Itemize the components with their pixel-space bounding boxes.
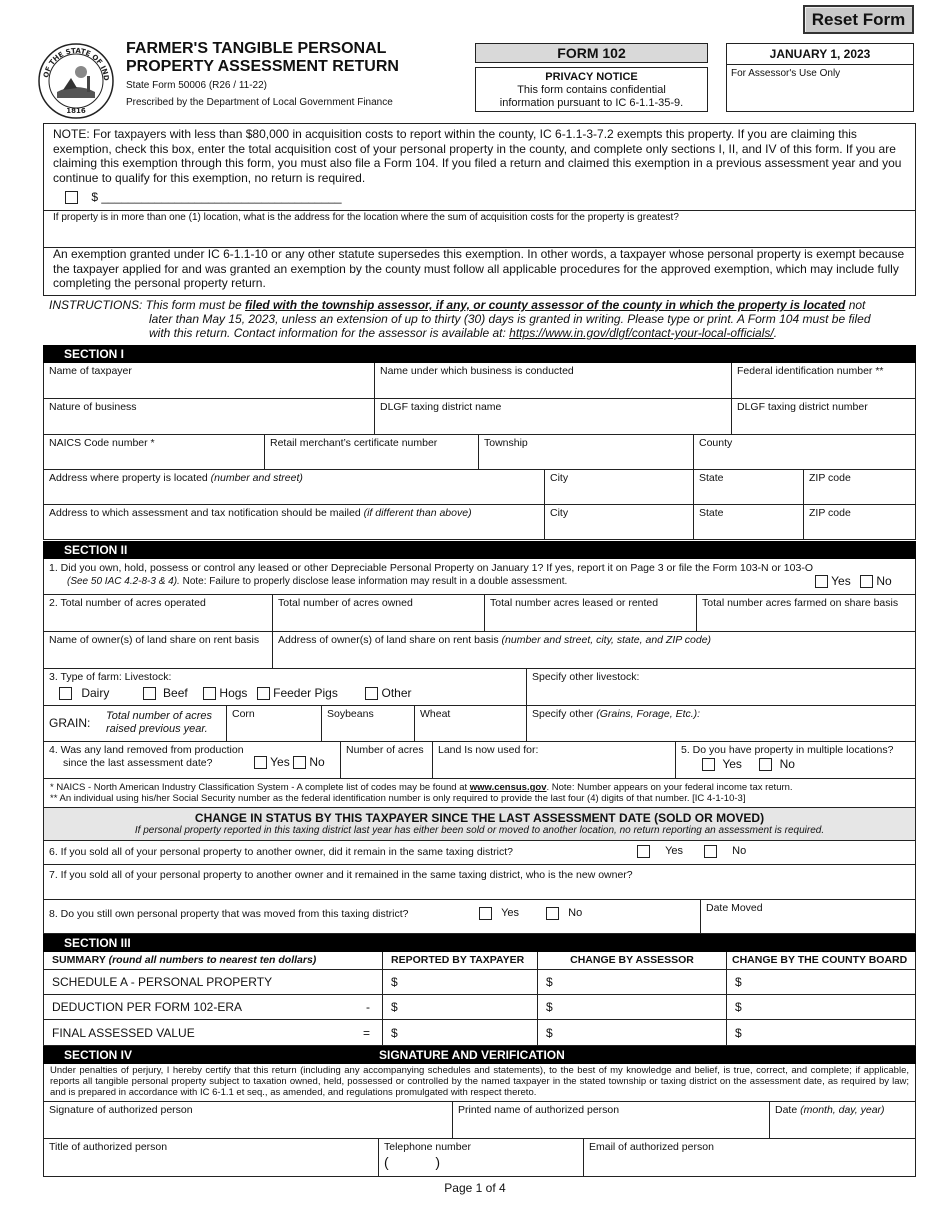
acres-removed-field[interactable]: Number of acres (341, 742, 433, 778)
row3-board-field[interactable]: $ (735, 1026, 742, 1040)
business-name-field[interactable]: Name under which business is conducted (375, 363, 732, 398)
grain-acres-note: Total number of acres raised previous year. (106, 710, 212, 735)
section-1-header: SECTION I (43, 345, 916, 363)
farm-type-row: 3. Type of farm: Livestock: Dairy Beef Hogs Feeder Pigs Other Specify other livestock: (43, 669, 916, 706)
dairy-checkbox[interactable] (59, 687, 72, 700)
other-livestock-checkbox[interactable] (365, 687, 378, 700)
q8-row: 8. Do you still own personal property that was moved from this taxing district? Yes No Date Moved (43, 900, 916, 934)
other-livestock-field[interactable]: Specify other livestock: (532, 671, 640, 683)
summary-label: SUMMARY (round all numbers to nearest ten dollars) (44, 952, 383, 969)
state-seal-logo (37, 42, 115, 120)
col-assessor: CHANGE BY ASSESSOR (538, 952, 727, 969)
note-box (43, 123, 916, 296)
assessor-contact-link[interactable]: https://www.in.gov/dlgf/contact-your-local-officials/ (509, 326, 774, 340)
col-board: CHANGE BY THE COUNTY BOARD (732, 954, 908, 966)
footnotes: * NAICS - North American Industry Classification System - A complete list of codes may be found at www.census.gov. Note: Number appears on your federal income tax return. ** An individual using his/her Social Security number as the federal identification number is only required to provide the last four (4) digits of that number. [IC 4-1-10-3] (43, 779, 916, 808)
page-number: Page 1 of 4 (444, 1181, 506, 1195)
section-2-header: SECTION II (43, 541, 916, 559)
acres-row (43, 595, 916, 632)
exemption-text: An exemption granted under IC 6-1.1-10 or any other statute supersedes this exemption. In other words, a taxpayer whose personal property is exempt because the taxpayer applied for and was granted an exemption by the county must follow all applicable procedures for the approved exemption, which may include fully completing the personal property return. (53, 247, 905, 290)
assessor-use-label: For Assessor's Use Only (731, 68, 841, 79)
q6-text: 6. If you sold all of your personal property to another owner, did it remain in the same taxing district? (49, 846, 513, 858)
row1-board-field[interactable]: $ (735, 975, 742, 989)
section-3-header: SECTION III (43, 934, 916, 952)
q5-yes-checkbox[interactable] (702, 758, 715, 771)
reset-form-button[interactable]: Reset Form (803, 5, 914, 34)
printed-name-field[interactable]: Printed name of authorized person (453, 1102, 770, 1138)
summary-row-3 (43, 1020, 916, 1046)
row2-assessor-field[interactable]: $ (538, 995, 727, 1019)
land-use-field[interactable]: Land Is now used for: (433, 742, 676, 778)
svg-text:SEAL OF THE STATE OF INDIANA: OF THE STATE OF IND (42, 46, 111, 82)
q8-yes-checkbox[interactable] (479, 907, 492, 920)
property-address-field[interactable]: Address where property is located (number and street) (44, 470, 545, 504)
hogs-checkbox[interactable] (203, 687, 216, 700)
row1-taxpayer-field[interactable]: $ (383, 970, 538, 994)
mailing-address-field[interactable]: Address to which assessment and tax notification should be mailed (if different than above) (44, 505, 545, 539)
farm-type-label: 3. Type of farm: Livestock: (49, 671, 172, 683)
assessment-date: JANUARY 1, 2023 (727, 44, 913, 65)
prescribed-by: Prescribed by the Department of Local Government Finance (126, 97, 393, 108)
state-form-number: State Form 50006 (R26 / 11-22) (126, 80, 267, 91)
form-number-box: FORM 102 (475, 43, 708, 63)
retail-cert-field[interactable]: Retail merchant’s certificate number (265, 435, 479, 469)
acres-leased-field[interactable]: Total number acres leased or rented (485, 595, 697, 631)
district-name-field[interactable]: DLGF taxing district name (375, 399, 732, 434)
beef-checkbox[interactable] (143, 687, 156, 700)
section-1-row-4 (43, 470, 916, 505)
owner-name-field[interactable]: Name of owner(s) of land share on rent basis (44, 632, 273, 668)
q1-no-checkbox[interactable] (860, 575, 873, 588)
instructions: INSTRUCTIONS: This form must be filed with the township assessor, if any, or county assessor of the county in which the property is located not later than May 15, 2023, unless an extension of up to thirty (30) days is granted in writing. Please type or print. A Form 104 must be filed with this return. Contact information for the assessor is available at: https://www.in.gov/dlgf/contact-your-local-officials/. (49, 298, 871, 340)
q4-no-checkbox[interactable] (293, 756, 306, 769)
summary-row-1 (43, 970, 916, 995)
change-status-header: CHANGE IN STATUS BY THIS TAXPAYER SINCE THE LAST ASSESSMENT DATE (SOLD OR MOVED) If personal property reported in this taxing district last year has either been sold or moved to another location, no return reporting an assessment is required. (43, 808, 916, 841)
fein-field[interactable]: Federal identification number ** (737, 365, 884, 377)
nature-of-business-field[interactable]: Nature of business (44, 399, 375, 434)
feeder-pigs-checkbox[interactable] (257, 687, 270, 700)
final-value-label: FINAL ASSESSED VALUE = (44, 1020, 383, 1045)
property-zip-field[interactable]: ZIP code (809, 472, 851, 484)
q4-row: 4. Was any land removed from production since the last assessment date? Yes No Number of acres Land Is now used for: 5. Do you have property in multiple locations? Yes No (43, 742, 916, 779)
title-row (43, 1139, 916, 1177)
q1-note: (See 50 IAC 4.2-8-3 & 4). Note: Failure to properly disclose lease information may result in a double assessment. (67, 576, 568, 587)
mailing-city-field[interactable]: City (545, 505, 694, 539)
exemption-amount-field[interactable]: $ ____________________________________ (91, 190, 342, 204)
q7-row (43, 865, 916, 900)
soybeans-field[interactable]: Soybeans (322, 706, 415, 741)
row3-taxpayer-field[interactable]: $ (383, 1020, 538, 1045)
other-grain-field[interactable]: Specify other (Grains, Forage, Etc.): (532, 708, 701, 720)
row1-assessor-field[interactable]: $ (538, 970, 727, 994)
q1-text: 1. Did you own, hold, possess or control any leased or other Depreciable Personal Property on January 1? If yes, report it on Page 3 or file the Form 103-N or 103-O (49, 562, 813, 574)
svg-text:1816: 1816 (66, 107, 86, 115)
q1-row: 1. Did you own, hold, possess or control any leased or other Depreciable Personal Property on January 1? If yes, report it on Page 3 or file the Form 103-N or 103-O (See 50 IAC 4.2-8-3 & 4). Note: Failure to properly disclose lease information may result in a double assessment. Yes No (43, 559, 916, 595)
q6-no-checkbox[interactable] (704, 845, 717, 858)
email-field[interactable]: Email of authorized person (589, 1141, 714, 1153)
section-1-row-3 (43, 435, 916, 470)
taxpayer-name-field[interactable]: Name of taxpayer (44, 363, 375, 398)
acres-share-field[interactable]: Total number acres farmed on share basis (702, 597, 899, 609)
district-number-field[interactable]: DLGF taxing district number (737, 401, 868, 413)
signature-field[interactable]: Signature of authorized person (44, 1102, 453, 1138)
section-4-header: SECTION IV SIGNATURE AND VERIFICATION (43, 1046, 916, 1064)
phone-field[interactable]: ( ) (384, 1154, 440, 1170)
q4-yes-checkbox[interactable] (254, 756, 267, 769)
row3-assessor-field[interactable]: $ (538, 1020, 727, 1045)
summary-header-row (43, 952, 916, 970)
mailing-state-field[interactable]: State (694, 505, 804, 539)
date-field[interactable]: Date (month, day, year) (775, 1104, 885, 1116)
q6-row: 6. If you sold all of your personal property to another owner, did it remain in the same taxing district? Yes No (43, 841, 916, 865)
wheat-field[interactable]: Wheat (415, 706, 527, 741)
q7-text[interactable]: 7. If you sold all of your personal property to another owner and it remained in the same taxing district, who is the new owner? (49, 869, 633, 881)
col-taxpayer: REPORTED BY TAXPAYER (383, 952, 538, 969)
grain-row (43, 706, 916, 742)
perjury-statement: Under penalties of perjury, I hereby certify that this return (including any accompanying schedules and statements), to the best of my knowledge and belief, is true, correct, and complete; if applicable, reports all tangible personal property subject to taxation owned, held, possessed or controlled by the named taxpayer in the stated township or taxing district on the assessment date, as required by law; and is prepared in accordance with IC 6-1.1 et seq., as amended, and regulations promulgated with respect thereto. (43, 1064, 916, 1102)
assessment-date-box (726, 43, 914, 112)
title-field[interactable]: Title of authorized person (44, 1139, 379, 1176)
privacy-notice: PRIVACY NOTICE This form contains confidential information pursuant to IC 6-1.1-35-9. (475, 67, 708, 112)
deduction-label: DEDUCTION PER FORM 102-ERA - (44, 995, 383, 1019)
property-city-field[interactable]: City (545, 470, 694, 504)
acres-owned-field[interactable]: Total number of acres owned (273, 595, 485, 631)
owner-row (43, 632, 916, 669)
phone-label: Telephone number (384, 1141, 471, 1153)
corn-field[interactable]: Corn (227, 706, 322, 741)
q4-text: 4. Was any land removed from production since the last assessment date? (49, 744, 244, 769)
row2-board-field[interactable]: $ (735, 1000, 742, 1014)
mailing-zip-field[interactable]: ZIP code (809, 507, 851, 519)
grain-label: GRAIN: (49, 716, 91, 730)
q8-no-checkbox[interactable] (546, 907, 559, 920)
form-title: FARMER'S TANGIBLE PERSONAL PROPERTY ASSESSMENT RETURN (126, 40, 399, 75)
section-1-row-1 (43, 363, 916, 399)
row2-taxpayer-field[interactable]: $ (383, 995, 538, 1019)
q5-no-checkbox[interactable] (759, 758, 772, 771)
note-text: NOTE: For taxpayers with less than $80,000 in acquisition costs to report within the county, IC 6-1.1-3-7.2 exempts this property. If you are claiming this exemption, check this box, enter the total acquisition cost of your personal property in the county, and complete only sections I, II, and IV of this form. If you are claiming this exemption through this form, you must also file a Form 104. If you filed a return and claimed this exemption in a previous assessment year and you continue to qualify for this exemption, no return is required. (53, 127, 902, 185)
property-state-field[interactable]: State (694, 470, 804, 504)
naics-field[interactable]: NAICS Code number * (44, 435, 265, 469)
owner-address-field[interactable]: Address of owner(s) of land share on rent basis (number and street, city, state, and ZIP code) (278, 634, 712, 646)
q6-yes-checkbox[interactable] (637, 845, 650, 858)
q5-text: 5. Do you have property in multiple locations? (681, 744, 894, 756)
q1-yes-checkbox[interactable] (815, 575, 828, 588)
exemption-checkbox[interactable] (65, 191, 78, 204)
section-1-row-5 (43, 505, 916, 540)
signature-row (43, 1102, 916, 1139)
location-question[interactable]: If property is in more than one (1) location, what is the address for the location where the sum of acquisition costs for the property is greatest? (53, 212, 679, 223)
county-field[interactable]: County (699, 437, 733, 449)
acres-operated-field[interactable]: 2. Total number of acres operated (44, 595, 273, 631)
q8-text: 8. Do you still own personal property that was moved from this taxing district? (49, 908, 409, 920)
census-link[interactable]: www.census.gov (469, 782, 547, 793)
summary-row-2 (43, 995, 916, 1020)
section-1-row-2 (43, 399, 916, 435)
date-moved-field[interactable]: Date Moved (700, 900, 926, 937)
township-field[interactable]: Township (479, 435, 694, 469)
schedule-a-label: SCHEDULE A - PERSONAL PROPERTY (44, 970, 383, 994)
